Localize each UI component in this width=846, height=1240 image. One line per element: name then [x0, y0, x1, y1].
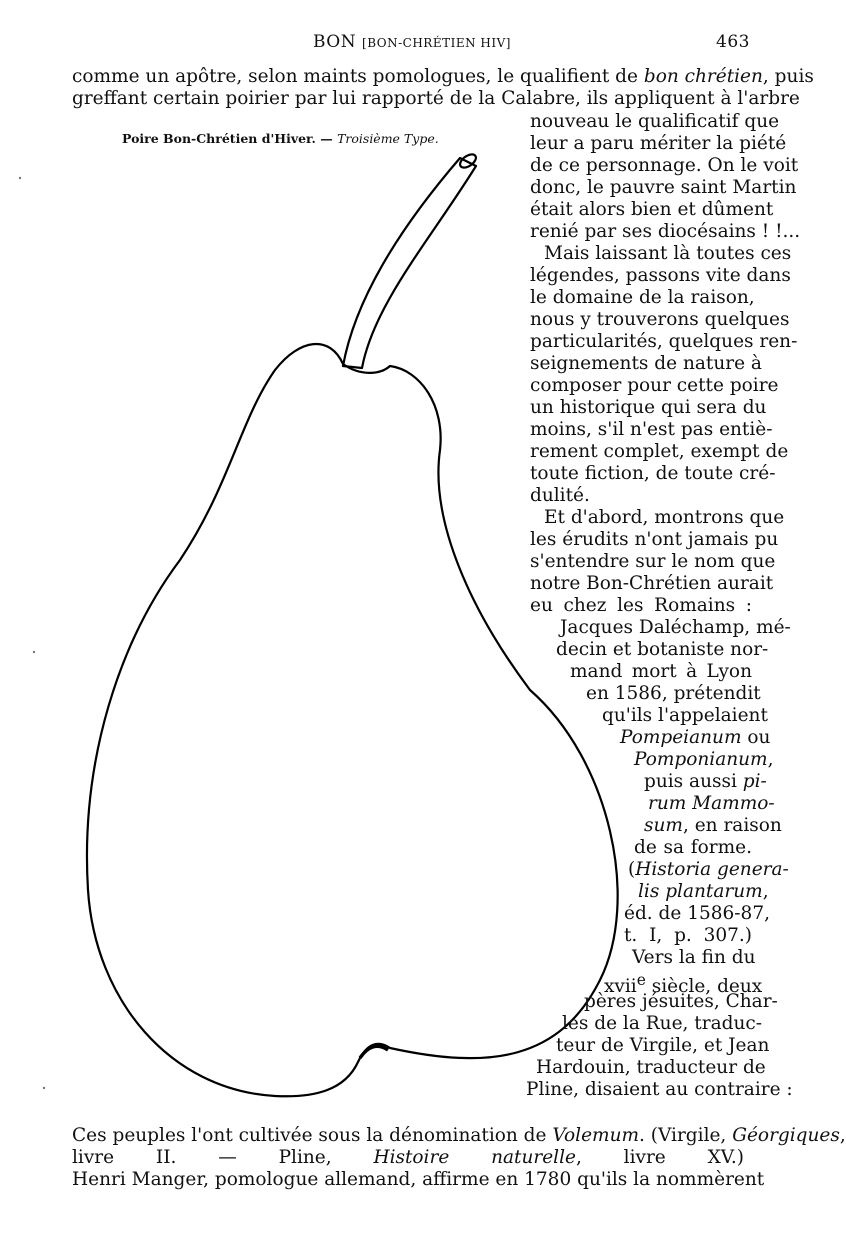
column-line: Jacques Daléchamp, mé-: [560, 617, 791, 638]
column-line: Mais laissant là toutes ces: [544, 243, 792, 264]
column-line: éd. de 1586-87,: [624, 903, 770, 924]
text-run: ,: [839, 1125, 846, 1146]
figure-caption-type: Troisième Type.: [337, 131, 439, 146]
column-line: de sa forme.: [634, 837, 752, 858]
column-line: rement complet, exempt de: [530, 441, 789, 462]
column-line: composer pour cette poire: [530, 375, 779, 396]
column-line: de ce personnage. On le voit: [530, 155, 799, 176]
column-line: en 1586, prétendit: [586, 683, 761, 704]
text-run: . (Virgile,: [639, 1125, 733, 1146]
column-line: Hardouin, traducteur de: [536, 1057, 766, 1078]
text-run: , puis: [762, 66, 814, 87]
column-line: les érudits n'ont jamais pu: [530, 529, 779, 550]
column-line: Pline, disaient au contraire :: [526, 1079, 793, 1100]
italic-run: Histoire naturelle: [373, 1147, 576, 1168]
column-line: s'entendre sur le nom que: [530, 551, 776, 572]
column-line: donc, le pauvre saint Martin: [530, 177, 797, 198]
column-line: Et d'abord, montrons que: [544, 507, 785, 528]
text-run: greffant certain poirier par lui rapporté de la Calabre, ils appliquent à l'arbre: [72, 88, 800, 109]
column-line: eu chez les Romains :: [530, 595, 752, 616]
column-line: notre Bon-Chrétien aurait: [530, 573, 774, 594]
figure-caption-main: Poire Bon-Chrétien d'Hiver. —: [122, 131, 333, 146]
text-run: livre II. — Pline,: [72, 1147, 374, 1168]
page-number: 463: [716, 32, 750, 52]
text-line: [72, 1169, 765, 1191]
text-run: comme un apôtre, selon maints pomologues, le qualifient de: [72, 66, 644, 87]
column-line: les de la Rue, traduc-: [562, 1013, 762, 1034]
italic-run: Géorgiques: [732, 1125, 840, 1146]
header-title-bracket: [BON-CHRÉTIEN HIV]: [362, 36, 511, 50]
column-line: seignements de nature à: [530, 353, 762, 374]
header-title-main: BON: [313, 32, 357, 52]
column-line: particularités, quelques ren-: [530, 331, 798, 352]
text-run: Henri Manger, pomologue allemand, affirme en 1780 qu'ils la nommèrent: [72, 1169, 765, 1190]
speck: [43, 1087, 45, 1089]
column-line: leur a paru mériter la piété: [530, 133, 787, 154]
column-line: le domaine de la raison,: [530, 287, 755, 308]
column-line: Pompeianum ou: [620, 727, 771, 748]
speck: [19, 177, 21, 179]
column-line: renié par ses diocésains ! !...: [530, 221, 801, 242]
text-line: [72, 1125, 846, 1147]
speck: [33, 651, 35, 653]
column-line: nouveau le qualificatif que: [530, 111, 780, 132]
column-line: dulité.: [530, 485, 590, 506]
column-line: un historique qui sera du: [530, 397, 767, 418]
column-line: nous y trouverons quelques: [530, 309, 790, 330]
column-line: pères jésuites, Char-: [584, 991, 778, 1012]
column-line: moins, s'il n'est pas entiè-: [530, 419, 773, 440]
text-run: , livre XV.): [575, 1147, 744, 1168]
column-line: t. I, p. 307.): [624, 925, 752, 946]
pear-eye-shadow: [360, 1046, 388, 1058]
column-line: qu'ils l'appelaient: [602, 705, 768, 726]
column-line: Vers la fin du: [632, 947, 756, 968]
pear-stem: [343, 158, 476, 368]
column-line: sum, en raison: [644, 815, 782, 836]
column-line: mand mort à Lyon: [570, 661, 752, 682]
italic-run: Volemum: [552, 1125, 640, 1146]
column-line: légendes, passons vite dans: [530, 265, 791, 286]
italic-run: bon chrétien: [643, 66, 763, 87]
column-line: Pomponianum,: [634, 749, 774, 770]
column-line: xvii$^e$ siècle, deux: [604, 971, 763, 998]
column-line: rum Mammo-: [648, 793, 775, 814]
text-line: [72, 1147, 744, 1169]
column-line: puis aussi pi-: [644, 771, 767, 792]
column-line: toute fiction, de toute cré-: [530, 463, 776, 484]
column-line: lis plantarum,: [638, 881, 769, 902]
column-line: était alors bien et dûment: [530, 199, 774, 220]
column-line: teur de Virgile, et Jean: [556, 1035, 770, 1056]
column-line: decin et botaniste nor-: [556, 639, 769, 660]
column-line: (Historia genera-: [628, 859, 789, 880]
text-run: Ces peuples l'ont cultivée sous la dénomination de: [72, 1125, 553, 1146]
